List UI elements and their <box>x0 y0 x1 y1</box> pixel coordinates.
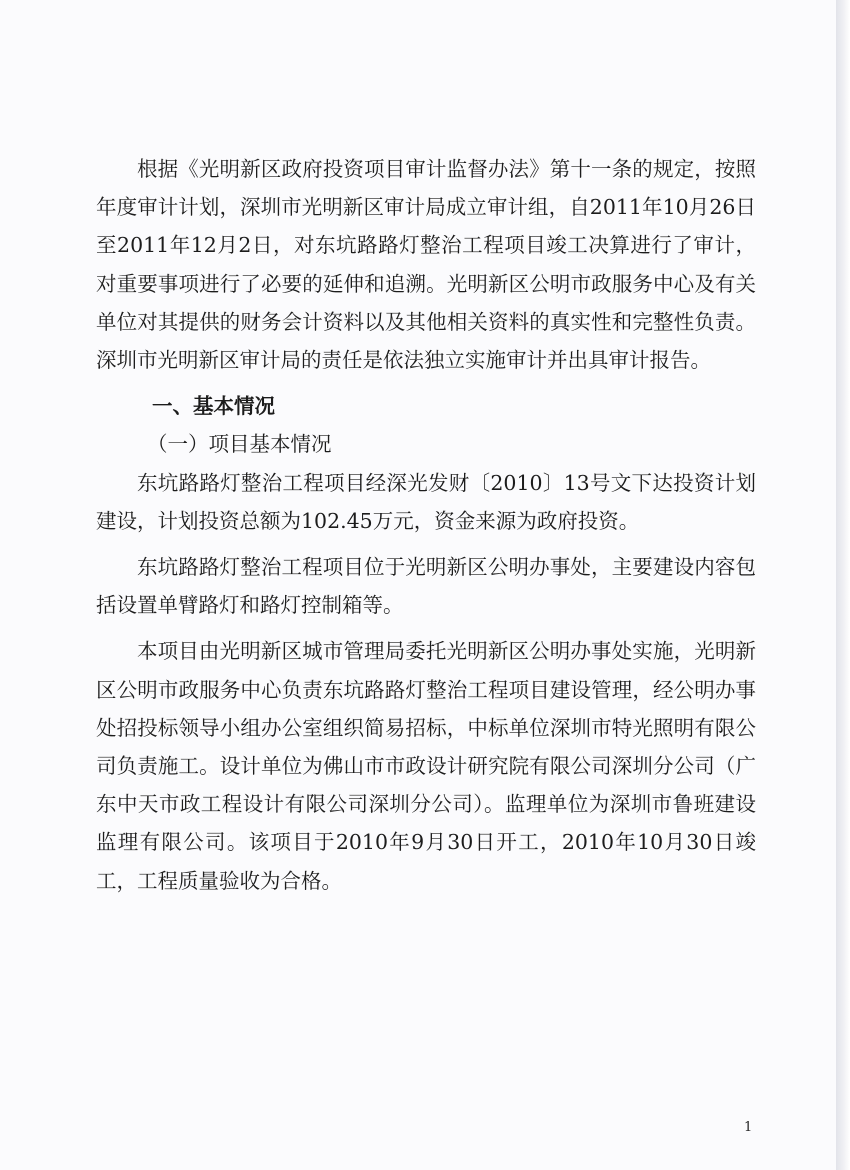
spacer <box>96 540 756 548</box>
intro-paragraph: 根据《光明新区政府投资项目审计监督办法》第十一条的规定，按照年度审计计划，深圳市光明新区审计局成立审计组，自2011年10月26日至2011年12月2日，对东坑路路灯整治工程项目竣工决算进行了审计，对重要事项进行了必要的延伸和追溯。光明新区公明市政服务中心及有关单位对其提供的财务会计资料以及其他相关资料的真实性和完整性负责。深圳市光明新区审计局的责任是依法独立实施审计并出具审计报告。 <box>96 157 756 373</box>
section-heading: 一、基本情况 <box>152 394 275 419</box>
document-body <box>96 150 756 900</box>
spacer <box>96 379 756 387</box>
investment-paragraph: 东坑路路灯整治工程项目经深光发财〔2010〕13号文下达投资计划建设，计划投资总额为102.45万元，资金来源为政府投资。 <box>96 470 756 533</box>
management-paragraph: 本项目由光明新区城市管理局委托光明新区公明办事处实施，光明新区公明市政服务中心负责东坑路路灯整治工程项目建设管理，经公明办事处招投标领导小组办公室组织简易招标，中标单位深圳市特光照明有限公司负责施工。设计单位为佛山市市政设计研究院有限公司深圳分公司（广东中天市政工程设计有限公司深圳分公司）。监理单位为深圳市鲁班建设监理有限公司。该项目于2010年9月30日开工，2010年10月30日竣工，工程质量验收为合格。 <box>96 639 756 893</box>
spacer <box>96 624 756 632</box>
page-edge-shadow <box>836 0 850 1170</box>
page-number: 1 <box>744 1120 753 1135</box>
subsection-heading: （一）项目基本情况 <box>147 432 332 457</box>
location-paragraph: 东坑路路灯整治工程项目位于光明新区公明办事处，主要建设内容包括设置单臂路灯和路灯控制箱等。 <box>96 555 756 618</box>
